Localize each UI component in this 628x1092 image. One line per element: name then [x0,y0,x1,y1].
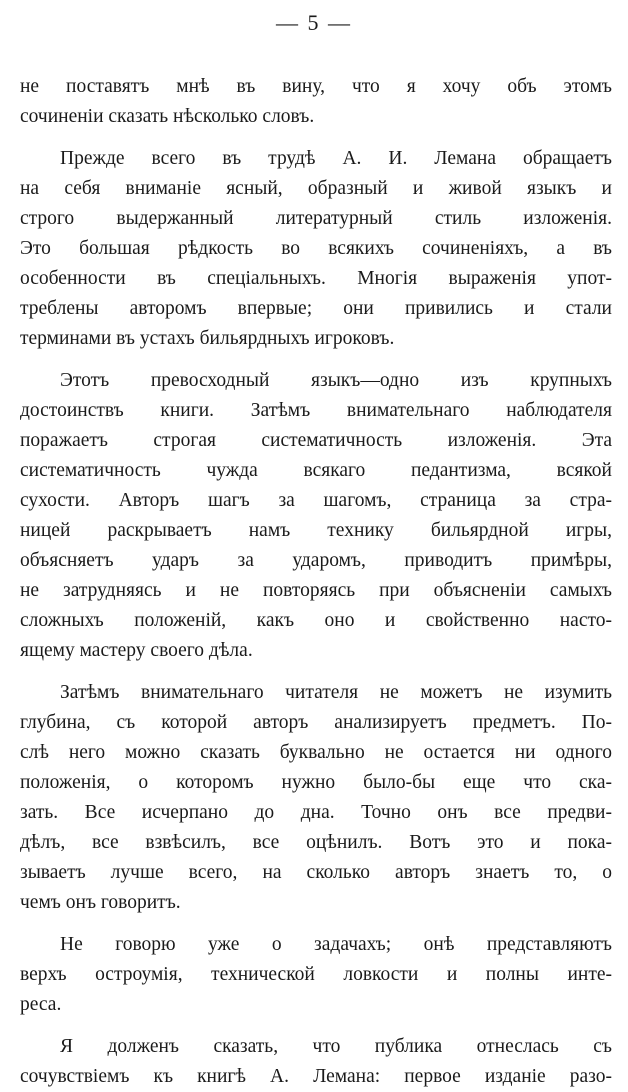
text-line: не поставятъ мнѣ въ вину, что я хочу объ этомъ [20,76,612,97]
text-line: на себя вниманіе ясный, образный и живой языкъ и [20,178,612,199]
paragraph-4 [20,678,612,918]
text-line: слѣ него можно сказать буквально не остается ни одного [20,742,612,763]
text-line: сочувствіемъ къ книгѣ А. Лемана: первое изданіе разо- [20,1066,612,1087]
text-line: дѣлъ, все взвѣсилъ, все оцѣнилъ. Вотъ это и пока- [20,832,612,853]
text-line: Затѣмъ внимательнаго читателя не можетъ не изумить [60,682,612,703]
paragraph-5 [20,930,612,1020]
text-line: достоинствъ книги. Затѣмъ внимательнаго наблюдателя [20,400,612,421]
text-line: сочиненіи сказать нѣсколько словъ. [20,106,315,127]
text-line: терминами въ устахъ бильярдныхъ игроковъ. [20,328,395,349]
paragraph-1 [20,72,612,132]
text-line: Это большая рѣдкость во всякихъ сочиненіяхъ, а въ [20,238,612,259]
paragraph-3 [20,366,612,666]
text-line: поражаетъ строгая систематичность изложенія. Эта [20,430,612,451]
text-line: Не говорю уже о задачахъ; онѣ представляютъ [60,934,612,955]
text-line: реса. [20,994,62,1015]
page-number: — 5 — [276,10,352,35]
text-line: систематичность чужда всякаго педантизма, всякой [20,460,612,481]
text-line: треблены авторомъ впервые; они привились и стали [20,298,612,319]
text-line: положенія, о которомъ нужно было-бы еще что ска- [20,772,612,793]
text-line: особенности въ спеціальныхъ. Многія выраженія упот- [20,268,612,289]
text-line: Этотъ превосходный языкъ—одно изъ крупныхъ [60,370,612,391]
text-line: не затрудняясь и не повторяясь при объясненіи самыхъ [20,580,612,601]
text-line: сухости. Авторъ шагъ за шагомъ, страница за стра- [20,490,612,511]
text-line: Я долженъ сказать, что публика отнеслась съ [60,1036,612,1057]
text-line: зываетъ лучше всего, на сколько авторъ знаетъ то, о [20,862,612,883]
text-line: глубина, съ которой авторъ анализируетъ предметъ. По- [20,712,612,733]
text-line: зать. Все исчерпано до дна. Точно онъ все предви- [20,802,612,823]
page-text [20,72,612,1092]
paragraph-2 [20,144,612,354]
text-line: чемъ онъ говоритъ. [20,892,181,913]
text-line: Прежде всего въ трудѣ А. И. Лемана обращаетъ [60,148,612,169]
paragraph-6 [20,1032,612,1092]
text-line: ницей раскрываетъ намъ технику бильярдной игры, [20,520,612,541]
text-line: сложныхъ положеній, какъ оно и свойственно насто- [20,610,612,631]
text-line: объясняетъ ударъ за ударомъ, приводитъ примѣры, [20,550,612,571]
text-line: верхъ остроумія, технической ловкости и полны инте- [20,964,612,985]
text-line: ящему мастеру своего дѣла. [20,640,253,661]
text-line: строго выдержанный литературный стиль изложенія. [20,208,612,229]
